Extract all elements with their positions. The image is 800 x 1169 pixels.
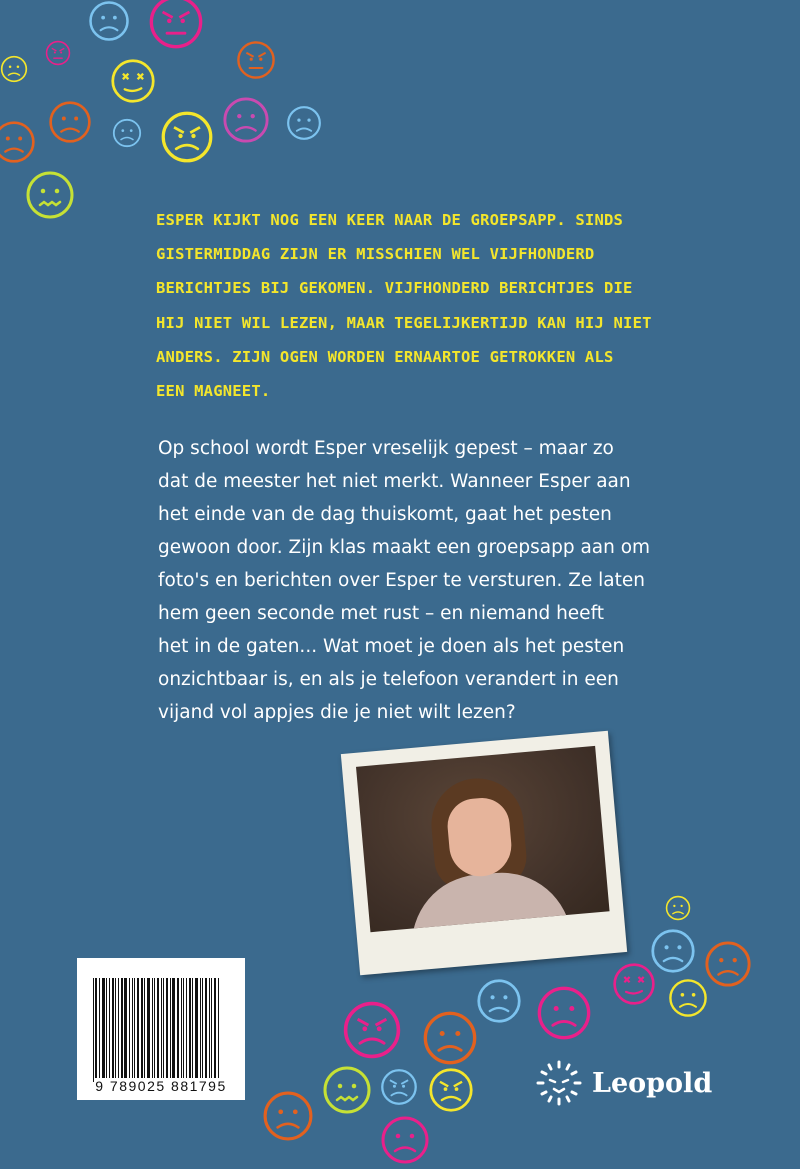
blurb-line: dat de meester het niet merkt. Wanneer Esper aan bbox=[158, 471, 631, 492]
barcode-bar bbox=[161, 978, 162, 1082]
barcode-bar bbox=[124, 978, 127, 1082]
teaser-line: GISTERMIDDAG ZIJN ER MISSCHIEN WEL VIJFHONDERD bbox=[156, 245, 595, 264]
barcode-bar bbox=[144, 978, 145, 1082]
barcode-bar bbox=[177, 978, 179, 1082]
barcode-bar bbox=[134, 978, 135, 1082]
barcode-bar bbox=[141, 978, 143, 1082]
worry-emoji-icon bbox=[322, 1065, 372, 1119]
blurb-line: het einde van de dag thuiskomt, gaat het pesten bbox=[158, 504, 612, 525]
barcode-bar bbox=[218, 978, 219, 1082]
barcode-bar bbox=[202, 978, 203, 1082]
cry-emoji-icon bbox=[704, 940, 752, 992]
cry-emoji-icon bbox=[262, 1090, 314, 1146]
cry-emoji-icon bbox=[88, 0, 130, 46]
teaser-text bbox=[156, 203, 676, 408]
mad-emoji-icon bbox=[148, 0, 204, 54]
barcode-bar bbox=[152, 978, 153, 1082]
worry-emoji-icon bbox=[25, 170, 75, 224]
sad-emoji-icon bbox=[112, 118, 142, 152]
barcode-bar bbox=[211, 978, 212, 1082]
barcode-bar bbox=[109, 978, 110, 1082]
barcode-bar bbox=[147, 978, 150, 1082]
barcode-bar bbox=[192, 978, 193, 1082]
barcode-bar bbox=[166, 978, 168, 1082]
barcode-bar bbox=[121, 978, 123, 1082]
angry-emoji-icon bbox=[428, 1067, 474, 1117]
barcode-bar bbox=[172, 978, 175, 1082]
blurb-line: het in de gaten... Wat moet je doen als het pesten bbox=[158, 636, 625, 657]
author-polaroid bbox=[341, 731, 627, 976]
barcode-bar bbox=[181, 978, 182, 1082]
publisher-logo bbox=[536, 1060, 712, 1106]
barcode-bar bbox=[95, 978, 97, 1082]
barcode-bar bbox=[195, 978, 198, 1082]
dizzy-emoji-icon bbox=[110, 58, 156, 108]
barcode-bar bbox=[118, 978, 119, 1082]
barcode-bar bbox=[163, 978, 164, 1082]
author-photo bbox=[356, 746, 610, 932]
publisher-name: Leopold bbox=[592, 1067, 713, 1099]
barcode-bar bbox=[186, 978, 187, 1082]
angry-emoji-icon bbox=[380, 1068, 418, 1110]
sad-emoji-icon bbox=[476, 978, 522, 1028]
blurb-line: Op school wordt Esper vreselijk gepest – maar zo bbox=[158, 438, 614, 459]
barcode bbox=[77, 958, 245, 1100]
barcode-bar bbox=[170, 978, 171, 1082]
barcode-bar bbox=[189, 978, 191, 1082]
sad-emoji-icon bbox=[422, 1010, 478, 1070]
blurb-line: foto's en berichten over Esper te versturen. Ze laten bbox=[158, 570, 645, 591]
barcode-bar bbox=[132, 978, 133, 1082]
barcode-bar bbox=[106, 978, 107, 1082]
mad-emoji-icon bbox=[45, 40, 71, 70]
angry-emoji-icon bbox=[160, 110, 214, 168]
cry-emoji-icon bbox=[0, 120, 36, 168]
sad-emoji-icon bbox=[536, 985, 592, 1045]
barcode-bar bbox=[154, 978, 155, 1082]
sad-emoji-icon bbox=[380, 1115, 430, 1169]
barcode-bar bbox=[157, 978, 159, 1082]
sad-emoji-icon bbox=[0, 55, 28, 87]
barcode-bar bbox=[214, 978, 216, 1082]
lion-icon bbox=[536, 1060, 582, 1106]
teaser-line: ANDERS. ZIJN OGEN WORDEN ERNAARTOE GETROKKEN ALS bbox=[156, 347, 614, 366]
barcode-bar bbox=[102, 978, 105, 1082]
barcode-bar bbox=[129, 978, 130, 1082]
teaser-line: BERICHTJES BIJ GEKOMEN. VIJFHONDERD BERICHTJES DIE bbox=[156, 279, 633, 298]
sad-emoji-icon bbox=[668, 978, 708, 1022]
barcode-bar bbox=[200, 978, 201, 1082]
dizzy-emoji-icon bbox=[612, 962, 656, 1010]
blurb-line: hem geen seconde met rust – en niemand heeft bbox=[158, 603, 605, 624]
barcode-bar bbox=[183, 978, 184, 1082]
sad-emoji-icon bbox=[650, 928, 696, 978]
sad-emoji-icon bbox=[222, 96, 270, 148]
blurb-line: onzichtbaar is, en als je telefoon verandert in een bbox=[158, 669, 619, 690]
barcode-bar bbox=[93, 978, 94, 1082]
teaser-line: EEN MAGNEET. bbox=[156, 382, 271, 401]
sad-emoji-icon bbox=[48, 100, 92, 148]
teaser-line: ESPER KIJKT NOG EEN KEER NAAR DE GROEPSAPP. SINDS bbox=[156, 211, 624, 229]
barcode-bar bbox=[99, 978, 100, 1082]
blurb-text bbox=[158, 432, 658, 729]
barcode-bar bbox=[209, 978, 210, 1082]
teaser-line: HIJ NIET WIL LEZEN, MAAR TEGELIJKERTIJD KAN HIJ NIET bbox=[156, 313, 652, 332]
barcode-bar bbox=[137, 978, 139, 1082]
sad-emoji-icon bbox=[665, 895, 691, 925]
angry-emoji-icon bbox=[342, 1000, 402, 1064]
barcode-bars bbox=[93, 978, 229, 1082]
blurb-line: gewoon door. Zijn klas maakt een groepsapp aan om bbox=[158, 537, 651, 558]
isbn-number: 9 789025 881795 bbox=[95, 1078, 227, 1094]
barcode-bar bbox=[205, 978, 207, 1082]
sad-emoji-icon bbox=[286, 105, 322, 145]
blurb-line: vijand vol appjes die je niet wilt lezen? bbox=[158, 702, 516, 723]
mad-emoji-icon bbox=[236, 40, 276, 84]
barcode-bar bbox=[115, 978, 116, 1082]
barcode-bar bbox=[112, 978, 114, 1082]
